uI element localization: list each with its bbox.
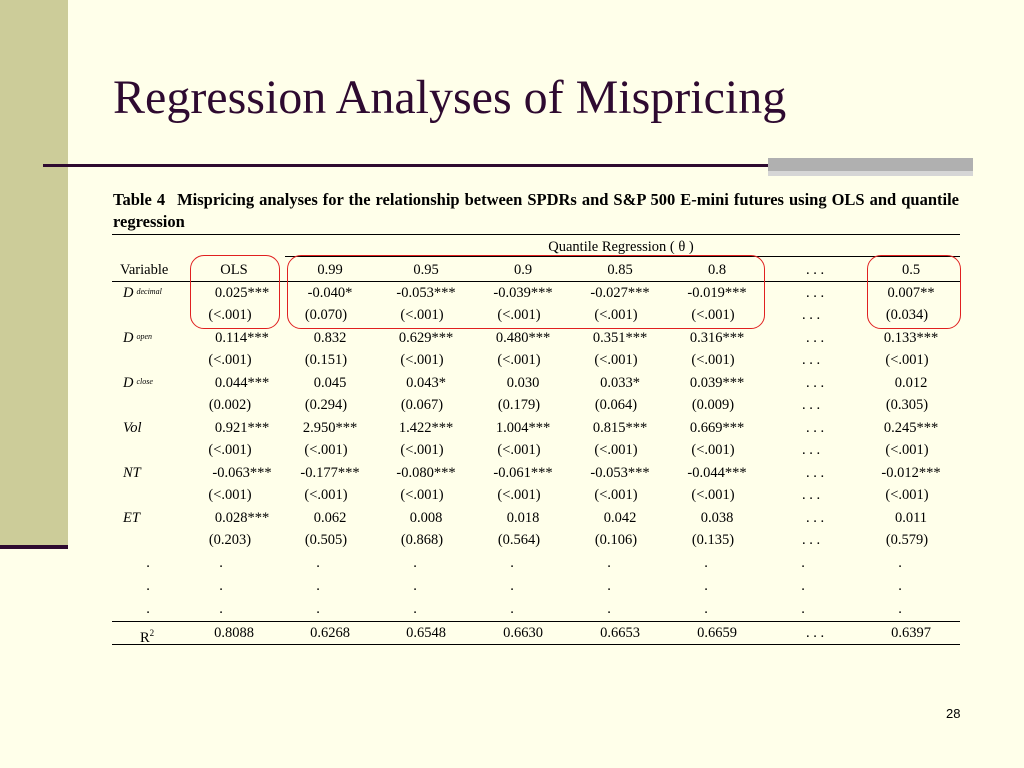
title-divider (43, 164, 768, 167)
page-number: 28 (946, 706, 961, 721)
p-value-cell: (<.001) (497, 352, 541, 368)
ellipsis-cell: . (510, 601, 514, 617)
variable-name: D $^{decimal}$ (123, 285, 162, 301)
coefficient-cell: 1.422*** (398, 420, 454, 436)
ellipsis-cell: . (146, 555, 150, 571)
coefficient-cell: 0.133*** (883, 330, 939, 346)
ellipsis-cell: . (413, 578, 417, 594)
column-header: 0.85 (607, 262, 633, 278)
coefficient-cell: 0.062 (313, 510, 347, 526)
column-header: 0.5 (901, 262, 921, 278)
coefficient-cell: 0.018 (506, 510, 540, 526)
coefficient-cell: -0.019*** (687, 285, 747, 301)
coefficient-cell: -0.040* (307, 285, 353, 301)
coefficient-cell: . . . (805, 285, 825, 301)
coefficient-cell: 0.007** (887, 285, 935, 301)
p-value-cell: (<.001) (691, 487, 735, 503)
coefficient-cell: 2.950*** (302, 420, 358, 436)
ellipsis-cell: . (704, 578, 708, 594)
coefficient-cell: 0.245*** (883, 420, 939, 436)
ols-column-highlight (190, 255, 280, 329)
p-value-cell: (<.001) (208, 487, 252, 503)
coefficient-cell: -0.027*** (590, 285, 650, 301)
p-value-cell: (<.001) (208, 442, 252, 458)
coefficient-cell: . . . (805, 420, 825, 436)
coefficient-cell: 0.045 (313, 375, 347, 391)
r2-value-cell: 0.6630 (503, 625, 543, 641)
ellipsis-cell: . (219, 555, 223, 571)
ellipsis-cell: . (510, 555, 514, 571)
coefficient-cell: 0.012 (894, 375, 928, 391)
ellipsis-cell: . (704, 601, 708, 617)
p-value-cell: (0.002) (208, 397, 252, 413)
coefficient-cell: 0.038 (700, 510, 734, 526)
ellipsis-cell: . (413, 601, 417, 617)
ellipsis-cell: . (607, 578, 611, 594)
column-header: OLS (220, 262, 248, 278)
coefficient-cell: 0.030 (506, 375, 540, 391)
table-caption-text: Mispricing analyses for the relationship between SPDRs and S&P 500 E-mini futures using OLS and quantile regression (113, 190, 959, 231)
p-value-cell: (<.001) (208, 352, 252, 368)
coefficient-cell: -0.012*** (881, 465, 941, 481)
column-header: 0.9 (513, 262, 533, 278)
coefficient-cell: 0.815*** (592, 420, 648, 436)
p-value-cell: (<.001) (691, 307, 735, 323)
p-value-cell: (0.151) (304, 352, 348, 368)
p-value-cell: (0.064) (594, 397, 638, 413)
p-value-cell: (0.067) (400, 397, 444, 413)
coefficient-cell: . . . (805, 465, 825, 481)
r2-value-cell: 0.6268 (310, 625, 350, 641)
median-column-highlight (867, 255, 961, 329)
left-decorative-band (0, 0, 68, 545)
coefficient-cell: -0.061*** (493, 465, 553, 481)
coefficient-cell: -0.080*** (396, 465, 456, 481)
p-value-cell: (<.001) (885, 487, 929, 503)
slide-title: Regression Analyses of Mispricing (113, 71, 787, 124)
coefficient-cell: 0.033* (600, 375, 640, 391)
quantile-columns-highlight (287, 255, 765, 329)
coefficient-cell: . . . (805, 375, 825, 391)
p-value-cell: (0.203) (208, 532, 252, 548)
ellipsis-cell: . (316, 555, 320, 571)
p-value-cell: (0.009) (691, 397, 735, 413)
ellipsis-cell: . (801, 578, 805, 594)
coefficient-cell: 0.316*** (689, 330, 745, 346)
p-value-cell: (0.070) (304, 307, 348, 323)
p-value-cell: (0.034) (885, 307, 929, 323)
p-value-cell: (0.868) (400, 532, 444, 548)
ellipsis-cell: . (704, 555, 708, 571)
ellipsis-cell: . (316, 601, 320, 617)
column-header: 0.99 (317, 262, 343, 278)
ellipsis-cell: . (607, 555, 611, 571)
r2-label: $R^2$ (140, 628, 155, 646)
coefficient-cell: 0.039*** (689, 375, 745, 391)
p-value-cell: . . . (801, 487, 821, 503)
coefficient-cell: 0.008 (409, 510, 443, 526)
r2-value-cell: . . . (805, 625, 825, 641)
coefficient-cell: -0.053*** (590, 465, 650, 481)
coefficient-cell: -0.053*** (396, 285, 456, 301)
p-value-cell: (<.001) (594, 307, 638, 323)
coefficient-cell: 0.042 (603, 510, 637, 526)
table-label: Table 4 (113, 190, 166, 209)
ellipsis-cell: . (146, 578, 150, 594)
coefficient-cell: . . . (805, 330, 825, 346)
ellipsis-cell: . (316, 578, 320, 594)
coefficient-cell: 0.044*** (214, 375, 270, 391)
coefficient-cell: 0.669*** (689, 420, 745, 436)
coefficient-cell: -0.044*** (687, 465, 747, 481)
coefficient-cell: -0.063*** (212, 465, 272, 481)
p-value-cell: (0.135) (691, 532, 735, 548)
variable-name: D $^{open}$ (123, 330, 153, 346)
p-value-cell: (<.001) (691, 442, 735, 458)
p-value-cell: . . . (801, 352, 821, 368)
coefficient-cell: 0.832 (313, 330, 347, 346)
p-value-cell: (<.001) (400, 487, 444, 503)
ellipsis-cell: . (510, 578, 514, 594)
coefficient-cell: . . . (805, 510, 825, 526)
p-value-cell: (<.001) (885, 352, 929, 368)
left-band-underline (0, 545, 68, 549)
p-value-cell: (<.001) (400, 442, 444, 458)
coefficient-cell: -0.039*** (493, 285, 553, 301)
p-value-cell: . . . (801, 532, 821, 548)
p-value-cell: (<.001) (691, 352, 735, 368)
coefficient-cell: 0.025*** (214, 285, 270, 301)
variable-name: D $^{close}$ (123, 375, 153, 391)
ellipsis-cell: . (607, 601, 611, 617)
p-value-cell: (<.001) (594, 487, 638, 503)
p-value-cell: (0.294) (304, 397, 348, 413)
p-value-cell: . . . (801, 397, 821, 413)
ellipsis-cell: . (898, 601, 902, 617)
table-bottom-rule (112, 644, 960, 645)
ellipsis-cell: . (146, 601, 150, 617)
title-divider-accent-light (768, 171, 973, 176)
r2-value-cell: 0.6397 (891, 625, 931, 641)
coefficient-cell: 0.011 (894, 510, 928, 526)
p-value-cell: (0.564) (497, 532, 541, 548)
ellipsis-cell: . (898, 578, 902, 594)
coefficient-cell: 1.004*** (495, 420, 551, 436)
quantile-regression-header: Quantile Regression ( θ ) (548, 239, 694, 255)
p-value-cell: (<.001) (594, 352, 638, 368)
p-value-cell: (<.001) (497, 307, 541, 323)
p-value-cell: (0.579) (885, 532, 929, 548)
p-value-cell: (<.001) (497, 487, 541, 503)
p-value-cell: (<.001) (304, 442, 348, 458)
coefficient-cell: 0.629*** (398, 330, 454, 346)
p-value-cell: (<.001) (885, 442, 929, 458)
title-divider-accent (768, 158, 973, 171)
column-header: . . . (805, 262, 825, 278)
r2-value-cell: 0.8088 (214, 625, 254, 641)
ellipsis-cell: . (801, 555, 805, 571)
r2-value-cell: 0.6659 (697, 625, 737, 641)
coefficient-cell: 0.921*** (214, 420, 270, 436)
ellipsis-cell: . (898, 555, 902, 571)
p-value-cell: (<.001) (594, 442, 638, 458)
ellipsis-cell: . (219, 578, 223, 594)
column-header: 0.8 (707, 262, 727, 278)
p-value-cell: (<.001) (497, 442, 541, 458)
variable-name: NT (123, 465, 141, 481)
p-value-cell: (0.179) (497, 397, 541, 413)
r2-value-cell: 0.6653 (600, 625, 640, 641)
variable-header: Variable (120, 262, 169, 278)
coefficient-cell: 0.351*** (592, 330, 648, 346)
p-value-cell: (<.001) (400, 307, 444, 323)
coefficient-cell: 0.028*** (214, 510, 270, 526)
p-value-cell: (0.305) (885, 397, 929, 413)
table-top-rule (112, 234, 960, 235)
table-caption (113, 189, 959, 233)
p-value-cell: (0.505) (304, 532, 348, 548)
ellipsis-cell: . (219, 601, 223, 617)
p-value-cell: (<.001) (400, 352, 444, 368)
coefficient-cell: 0.114*** (215, 330, 269, 346)
coefficient-cell: 0.480*** (495, 330, 551, 346)
variable-name: ET (123, 510, 140, 526)
coefficient-cell: -0.177*** (300, 465, 360, 481)
r2-value-cell: 0.6548 (406, 625, 446, 641)
p-value-cell: (<.001) (304, 487, 348, 503)
p-value-cell: (0.106) (594, 532, 638, 548)
variable-name: Vol (123, 420, 142, 436)
ellipsis-cell: . (801, 601, 805, 617)
ellipsis-cell: . (413, 555, 417, 571)
column-header: 0.95 (413, 262, 439, 278)
p-value-cell: . . . (801, 442, 821, 458)
coefficient-cell: 0.043* (406, 375, 446, 391)
r2-top-rule (112, 621, 960, 622)
p-value-cell: . . . (801, 307, 821, 323)
p-value-cell: (<.001) (208, 307, 252, 323)
